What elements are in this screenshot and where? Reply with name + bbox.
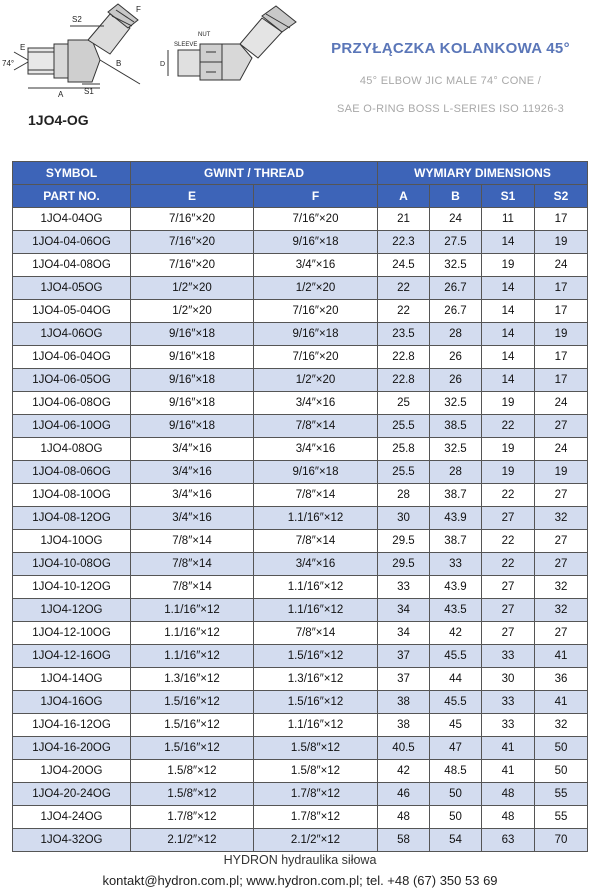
cell-dim-s1: 22 [482, 530, 535, 553]
cell-dim-s2: 32 [535, 714, 588, 737]
cell-dim-a: 58 [378, 829, 430, 852]
cell-dim-s2: 17 [535, 346, 588, 369]
cell-dim-b: 42 [430, 622, 482, 645]
cell-dim-s2: 41 [535, 691, 588, 714]
cell-dim-b: 45.5 [430, 691, 482, 714]
table-row [13, 415, 588, 438]
cell-dim-s2: 36 [535, 668, 588, 691]
cell-dim-s2: 24 [535, 254, 588, 277]
cell-dim-b: 26.7 [430, 300, 482, 323]
cell-thread-e: 7/8″×14 [131, 576, 254, 599]
cell-part-no: 1JO4-05-04OG [13, 300, 131, 323]
cell-thread-e: 3/4″×16 [131, 484, 254, 507]
cell-thread-f: 1.1/16″×12 [254, 714, 378, 737]
cell-dim-b: 24 [430, 208, 482, 231]
cell-dim-b: 48.5 [430, 760, 482, 783]
cell-thread-f: 7/8″×14 [254, 530, 378, 553]
cell-part-no: 1JO4-14OG [13, 668, 131, 691]
table-row [13, 484, 588, 507]
cell-dim-s1: 27 [482, 622, 535, 645]
cell-dim-b: 26 [430, 369, 482, 392]
cell-part-no: 1JO4-08-10OG [13, 484, 131, 507]
cell-dim-s1: 48 [482, 783, 535, 806]
cell-dim-b: 54 [430, 829, 482, 852]
header-e: E [131, 185, 254, 208]
cell-dim-s1: 33 [482, 691, 535, 714]
table-row [13, 530, 588, 553]
cell-thread-e: 1.1/16″×12 [131, 599, 254, 622]
cell-dim-b: 47 [430, 737, 482, 760]
cell-dim-b: 50 [430, 806, 482, 829]
cell-dim-a: 42 [378, 760, 430, 783]
cell-dim-s1: 11 [482, 208, 535, 231]
cell-dim-s2: 55 [535, 806, 588, 829]
cell-dim-b: 44 [430, 668, 482, 691]
cell-dim-s1: 33 [482, 714, 535, 737]
cell-thread-e: 1.7/8″×12 [131, 806, 254, 829]
footer-company: HYDRON hydraulika siłowa [223, 853, 377, 867]
cell-dim-b: 38.7 [430, 484, 482, 507]
table-row [13, 668, 588, 691]
table-row [13, 622, 588, 645]
cell-part-no: 1JO4-32OG [13, 829, 131, 852]
cell-dim-s2: 50 [535, 737, 588, 760]
cell-dim-a: 34 [378, 622, 430, 645]
cell-dim-a: 28 [378, 484, 430, 507]
cell-dim-s1: 19 [482, 461, 535, 484]
cell-dim-s2: 27 [535, 484, 588, 507]
cell-part-no: 1JO4-06OG [13, 323, 131, 346]
cell-dim-s2: 27 [535, 530, 588, 553]
cell-thread-f: 7/8″×14 [254, 622, 378, 645]
cell-dim-s1: 30 [482, 668, 535, 691]
table-row [13, 691, 588, 714]
table-row [13, 254, 588, 277]
cell-thread-e: 9/16″×18 [131, 415, 254, 438]
cell-dim-s1: 14 [482, 231, 535, 254]
table-row [13, 829, 588, 852]
cell-thread-f: 1/2″×20 [254, 277, 378, 300]
drawing-label-angle: 74° [2, 59, 15, 68]
cell-part-no: 1JO4-16-20OG [13, 737, 131, 760]
table-row [13, 438, 588, 461]
cell-thread-e: 3/4″×16 [131, 461, 254, 484]
table-row [13, 599, 588, 622]
drawing-label-e: E [20, 43, 26, 52]
cell-dim-s2: 19 [535, 323, 588, 346]
cell-dim-a: 25.5 [378, 415, 430, 438]
table-row [13, 507, 588, 530]
cell-thread-f: 1.1/16″×12 [254, 576, 378, 599]
table-row [13, 806, 588, 829]
header-s1: S1 [482, 185, 535, 208]
cell-dim-a: 22.8 [378, 346, 430, 369]
cell-dim-a: 38 [378, 714, 430, 737]
drawing-label-b: B [116, 59, 122, 68]
cell-dim-s2: 32 [535, 576, 588, 599]
cell-dim-s2: 70 [535, 829, 588, 852]
header-f: F [254, 185, 378, 208]
cell-dim-s2: 55 [535, 783, 588, 806]
cell-thread-e: 1.3/16″×12 [131, 668, 254, 691]
cell-dim-b: 26.7 [430, 277, 482, 300]
cell-dim-s2: 50 [535, 760, 588, 783]
cell-dim-s1: 19 [482, 438, 535, 461]
cell-thread-e: 9/16″×18 [131, 392, 254, 415]
cell-dim-a: 22 [378, 300, 430, 323]
footer [0, 853, 600, 888]
cell-dim-s2: 17 [535, 369, 588, 392]
cell-dim-s1: 48 [482, 806, 535, 829]
cell-dim-a: 40.5 [378, 737, 430, 760]
cell-thread-f: 1/2″×20 [254, 369, 378, 392]
cell-dim-s1: 27 [482, 507, 535, 530]
cell-dim-s1: 19 [482, 254, 535, 277]
cell-thread-f: 9/16″×18 [254, 461, 378, 484]
cell-thread-f: 3/4″×16 [254, 553, 378, 576]
table-row [13, 645, 588, 668]
cell-dim-a: 37 [378, 645, 430, 668]
cell-dim-s2: 17 [535, 208, 588, 231]
cell-thread-f: 9/16″×18 [254, 323, 378, 346]
table-row [13, 553, 588, 576]
header [0, 0, 600, 155]
cell-dim-s2: 24 [535, 438, 588, 461]
cell-thread-f: 1.3/16″×12 [254, 668, 378, 691]
cell-dim-a: 29.5 [378, 553, 430, 576]
cell-dim-s1: 14 [482, 300, 535, 323]
cell-dim-s1: 14 [482, 277, 535, 300]
cell-dim-s2: 17 [535, 277, 588, 300]
cell-dim-s2: 17 [535, 300, 588, 323]
cell-thread-e: 2.1/2″×12 [131, 829, 254, 852]
cell-dim-a: 23.5 [378, 323, 430, 346]
cell-part-no: 1JO4-05OG [13, 277, 131, 300]
cell-part-no: 1JO4-16-12OG [13, 714, 131, 737]
cell-thread-e: 1/2″×20 [131, 300, 254, 323]
cell-dim-s2: 27 [535, 415, 588, 438]
cell-part-no: 1JO4-12OG [13, 599, 131, 622]
header-symbol: SYMBOL [13, 162, 131, 185]
cell-dim-s2: 24 [535, 392, 588, 415]
cell-thread-f: 7/8″×14 [254, 484, 378, 507]
title-block [308, 40, 593, 115]
table-row [13, 392, 588, 415]
table-row [13, 323, 588, 346]
cell-dim-a: 25.8 [378, 438, 430, 461]
drawing-label-s2: S2 [72, 15, 82, 24]
table-row [13, 346, 588, 369]
cell-thread-f: 1.5/8″×12 [254, 737, 378, 760]
cell-dim-b: 43.9 [430, 576, 482, 599]
cell-dim-b: 33 [430, 553, 482, 576]
table-body [13, 208, 588, 852]
cell-thread-e: 7/16″×20 [131, 231, 254, 254]
cell-dim-b: 32.5 [430, 392, 482, 415]
cell-part-no: 1JO4-06-08OG [13, 392, 131, 415]
drawing-label-s1: S1 [84, 87, 94, 96]
header-part-no: PART NO. [13, 185, 131, 208]
cell-part-no: 1JO4-10-08OG [13, 553, 131, 576]
cell-dim-s1: 14 [482, 369, 535, 392]
cell-dim-a: 30 [378, 507, 430, 530]
cell-dim-b: 38.7 [430, 530, 482, 553]
cell-dim-s2: 32 [535, 599, 588, 622]
product-standard: SAE O-RING BOSS L-SERIES ISO 11926-3 [336, 103, 564, 115]
table-row [13, 783, 588, 806]
cell-dim-a: 22 [378, 277, 430, 300]
cell-thread-e: 7/8″×14 [131, 553, 254, 576]
dimensions-table [12, 161, 588, 852]
cell-dim-b: 28 [430, 461, 482, 484]
cell-dim-s1: 63 [482, 829, 535, 852]
cell-dim-s1: 22 [482, 553, 535, 576]
cell-part-no: 1JO4-12-16OG [13, 645, 131, 668]
cell-dim-s2: 27 [535, 553, 588, 576]
cell-dim-a: 48 [378, 806, 430, 829]
cell-dim-b: 38.5 [430, 415, 482, 438]
cell-dim-a: 22.8 [378, 369, 430, 392]
cell-part-no: 1JO4-08-12OG [13, 507, 131, 530]
cell-part-no: 1JO4-24OG [13, 806, 131, 829]
cell-dim-b: 32.5 [430, 438, 482, 461]
cell-dim-b: 28 [430, 323, 482, 346]
table-header-row-2 [13, 185, 588, 208]
cell-dim-s1: 27 [482, 576, 535, 599]
cell-part-no: 1JO4-20-24OG [13, 783, 131, 806]
cell-dim-a: 46 [378, 783, 430, 806]
table-row [13, 231, 588, 254]
table-header-row-1 [13, 162, 588, 185]
fitting-drawings [0, 0, 305, 100]
cell-dim-a: 24.5 [378, 254, 430, 277]
cell-thread-e: 1.5/16″×12 [131, 714, 254, 737]
cell-dim-a: 37 [378, 668, 430, 691]
cell-dim-b: 45.5 [430, 645, 482, 668]
cell-part-no: 1JO4-06-04OG [13, 346, 131, 369]
cell-thread-e: 1.5/8″×12 [131, 760, 254, 783]
cell-thread-f: 3/4″×16 [254, 254, 378, 277]
table-row [13, 300, 588, 323]
cell-dim-b: 50 [430, 783, 482, 806]
product-title: PRZYŁĄCZKA KOLANKOWA 45° [331, 40, 570, 57]
cell-dim-b: 43.5 [430, 599, 482, 622]
cell-dim-s2: 27 [535, 622, 588, 645]
cell-thread-f: 1.1/16″×12 [254, 599, 378, 622]
cell-part-no: 1JO4-08OG [13, 438, 131, 461]
model-code: 1JO4-OG [28, 112, 89, 128]
cell-dim-a: 25.5 [378, 461, 430, 484]
cell-dim-b: 45 [430, 714, 482, 737]
cell-thread-e: 3/4″×16 [131, 507, 254, 530]
cell-part-no: 1JO4-10OG [13, 530, 131, 553]
cell-part-no: 1JO4-12-10OG [13, 622, 131, 645]
cell-thread-e: 1/2″×20 [131, 277, 254, 300]
cell-dim-s2: 19 [535, 461, 588, 484]
cell-part-no: 1JO4-10-12OG [13, 576, 131, 599]
cell-thread-f: 3/4″×16 [254, 438, 378, 461]
drawing-label-sleeve: SLEEVE [174, 42, 198, 48]
cell-thread-e: 9/16″×18 [131, 323, 254, 346]
cell-thread-f: 1.1/16″×12 [254, 507, 378, 530]
cell-thread-f: 7/16″×20 [254, 208, 378, 231]
table-row [13, 369, 588, 392]
header-dimensions: WYMIARY DIMENSIONS [378, 162, 588, 185]
cell-thread-e: 1.5/16″×12 [131, 691, 254, 714]
cell-part-no: 1JO4-06-10OG [13, 415, 131, 438]
cell-part-no: 1JO4-04-08OG [13, 254, 131, 277]
cell-thread-f: 7/8″×14 [254, 415, 378, 438]
cell-thread-e: 9/16″×18 [131, 346, 254, 369]
cell-thread-e: 9/16″×18 [131, 369, 254, 392]
cell-dim-s1: 41 [482, 737, 535, 760]
footer-contact: kontakt@hydron.com.pl; www.hydron.com.pl; tel. +48 (67) 350 53 69 [102, 873, 498, 888]
header-s2: S2 [535, 185, 588, 208]
cell-dim-s1: 33 [482, 645, 535, 668]
table-row [13, 760, 588, 783]
cell-thread-f: 1.5/8″×12 [254, 760, 378, 783]
cell-thread-e: 7/8″×14 [131, 530, 254, 553]
cell-dim-s2: 32 [535, 507, 588, 530]
cell-thread-f: 3/4″×16 [254, 392, 378, 415]
cell-dim-s1: 41 [482, 760, 535, 783]
drawing-label-d: D [160, 61, 166, 68]
cell-dim-s1: 22 [482, 484, 535, 507]
cell-part-no: 1JO4-04OG [13, 208, 131, 231]
table-row [13, 576, 588, 599]
cell-thread-f: 1.5/16″×12 [254, 691, 378, 714]
table-row [13, 208, 588, 231]
cell-part-no: 1JO4-08-06OG [13, 461, 131, 484]
cell-thread-e: 1.5/8″×12 [131, 783, 254, 806]
cell-dim-b: 27.5 [430, 231, 482, 254]
cell-dim-s1: 14 [482, 323, 535, 346]
cell-thread-e: 1.1/16″×12 [131, 645, 254, 668]
cell-part-no: 1JO4-04-06OG [13, 231, 131, 254]
cell-dim-a: 34 [378, 599, 430, 622]
cell-dim-a: 25 [378, 392, 430, 415]
cell-dim-s1: 22 [482, 415, 535, 438]
cell-dim-a: 33 [378, 576, 430, 599]
cell-part-no: 1JO4-20OG [13, 760, 131, 783]
cell-dim-b: 32.5 [430, 254, 482, 277]
table-row [13, 714, 588, 737]
cell-dim-s1: 19 [482, 392, 535, 415]
drawing-label-a: A [58, 90, 64, 99]
cell-dim-b: 43.9 [430, 507, 482, 530]
cell-thread-e: 7/16″×20 [131, 208, 254, 231]
cell-thread-e: 7/16″×20 [131, 254, 254, 277]
cell-part-no: 1JO4-16OG [13, 691, 131, 714]
cell-dim-s1: 27 [482, 599, 535, 622]
table-row [13, 277, 588, 300]
header-b: B [430, 185, 482, 208]
cell-thread-e: 1.5/16″×12 [131, 737, 254, 760]
cell-part-no: 1JO4-06-05OG [13, 369, 131, 392]
header-a: A [378, 185, 430, 208]
table-row [13, 737, 588, 760]
cell-dim-a: 22.3 [378, 231, 430, 254]
cell-thread-f: 1.7/8″×12 [254, 783, 378, 806]
cell-thread-f: 1.7/8″×12 [254, 806, 378, 829]
product-subtitle: 45° ELBOW JIC MALE 74° CONE / [359, 75, 542, 87]
cell-thread-f: 7/16″×20 [254, 346, 378, 369]
cell-dim-a: 29.5 [378, 530, 430, 553]
cell-dim-s2: 19 [535, 231, 588, 254]
header-thread: GWINT / THREAD [131, 162, 378, 185]
cell-dim-b: 26 [430, 346, 482, 369]
cell-dim-s2: 41 [535, 645, 588, 668]
cell-thread-e: 1.1/16″×12 [131, 622, 254, 645]
cell-thread-e: 3/4″×16 [131, 438, 254, 461]
table-row [13, 461, 588, 484]
cell-thread-f: 1.5/16″×12 [254, 645, 378, 668]
drawing-label-nut: NUT [198, 32, 211, 38]
drawing-label-f: F [136, 5, 141, 14]
cell-dim-a: 21 [378, 208, 430, 231]
cell-thread-f: 7/16″×20 [254, 300, 378, 323]
cell-thread-f: 9/16″×18 [254, 231, 378, 254]
cell-thread-f: 2.1/2″×12 [254, 829, 378, 852]
cell-dim-s1: 14 [482, 346, 535, 369]
cell-dim-a: 38 [378, 691, 430, 714]
